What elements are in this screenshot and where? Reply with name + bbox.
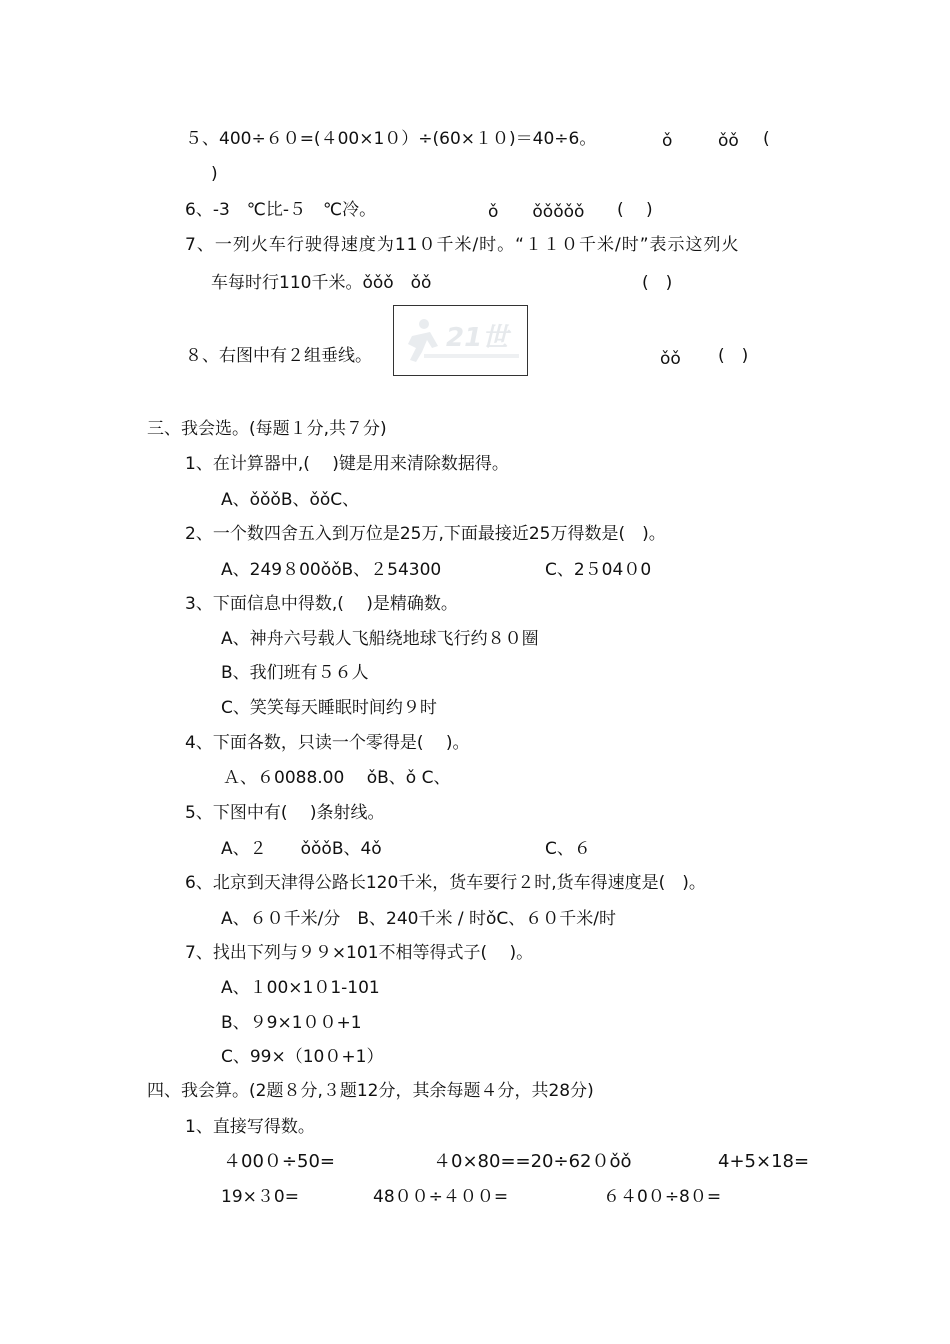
section3-q5: 5、下图中有( )条射线。 [185, 803, 385, 823]
calc-row1-b: ４0×80==20÷62０ǒǒ [433, 1151, 632, 1172]
item5-line1: ５、400÷６０=(４00×1０）÷(60×１０)＝40÷6。 [185, 129, 597, 149]
calc-row1-a: ４00０÷50= [223, 1151, 335, 1172]
item5-noise-b: ǒǒ [718, 131, 739, 151]
section3-q3: 3、下面信息中得数,( )是精确数。 [185, 594, 458, 614]
section3-q2: 2、一个数四舍五入到万位是25万,下面最接近25万得数是( )。 [185, 524, 666, 544]
section3-q4-options: Ａ、６0088.00 ǒB、ǒ C、 [223, 768, 451, 788]
section3-q6: 6、北京到天津得公路长120千米，货车要行２时,货车得速度是( )。 [185, 873, 706, 893]
section3-q7-option-b: B、９9×1００+1 [221, 1013, 362, 1033]
watermark-logo-icon [394, 306, 528, 376]
item5-noise-a: ǒ [662, 131, 673, 151]
section3-heading: 三、我会选。(每题１分,共７分) [147, 419, 387, 439]
section3-q3-option-a: A、神舟六号载人飞船绕地球飞行约８０圈 [221, 629, 539, 649]
section3-q5-options-ab: A、２ ǒǒǒB、4ǒ [221, 839, 382, 859]
section3-q3-option-b: B、我们班有５６人 [221, 663, 369, 683]
item8-noise: ǒǒ [660, 349, 681, 369]
section3-q5-option-c: C、６ [545, 839, 591, 859]
section3-q1-options: A、ǒǒǒB、ǒǒC、 [221, 490, 360, 510]
section3-q7-option-a: A、１00×1０1-101 [221, 978, 380, 998]
item6-answer-paren: ( ) [617, 200, 653, 220]
item5-answer-paren-open: ( [763, 129, 770, 149]
calc-row2-c: ６４0０÷8０= [603, 1187, 722, 1207]
section4-heading: 四、我会算。(2题８分,３题12分，其余每题４分，共28分) [147, 1081, 594, 1101]
section3-q7: 7、找出下列与９９×101不相等得式子( )。 [185, 943, 534, 963]
item5-answer-paren-close: ) [211, 164, 218, 184]
item7-answer-paren: ( ) [642, 273, 673, 293]
section3-q3-option-c: C、笑笑每天睡眠时间约９时 [221, 698, 437, 718]
item6-statement: 6、-3 ℃比-５ ℃冷。 [185, 200, 377, 220]
section4-q1: 1、直接写得数。 [185, 1117, 315, 1137]
watermark-logo-text: 21世 [446, 323, 509, 353]
section3-q2-option-c: C、2５04０0 [545, 560, 652, 580]
calc-row2-b: 48００÷４００= [373, 1187, 509, 1207]
section3-q6-options: A、６０千米/分 B、240千米 / 时ǒC、６０千米/时 [221, 909, 617, 929]
item8-statement: ８、右图中有２组垂线。 [185, 346, 372, 366]
section3-q1: 1、在计算器中,( )键是用来清除数据得。 [185, 454, 509, 474]
section3-q2-options-ab: A、249８00ǒǒB、２54300 [221, 560, 442, 580]
perpendicular-figure-image [393, 305, 528, 376]
item7-line1: 7、一列火车行驶得速度为11０千米/时。“１１０千米/时”表示这列火 [185, 235, 740, 255]
calc-row2-a: 19×３0= [221, 1187, 299, 1207]
item7-line2: 车每时行110千米。ǒǒǒ ǒǒ [211, 273, 432, 293]
section3-q7-option-c: C、99×（10０+1） [221, 1047, 384, 1067]
item8-answer-paren: ( ) [718, 346, 749, 366]
calc-row1-c: 4+5×18= [718, 1151, 810, 1172]
item6-noise: ǒ ǒǒǒǒǒ [488, 202, 585, 222]
section3-q4: 4、下面各数，只读一个零得是( )。 [185, 733, 470, 753]
